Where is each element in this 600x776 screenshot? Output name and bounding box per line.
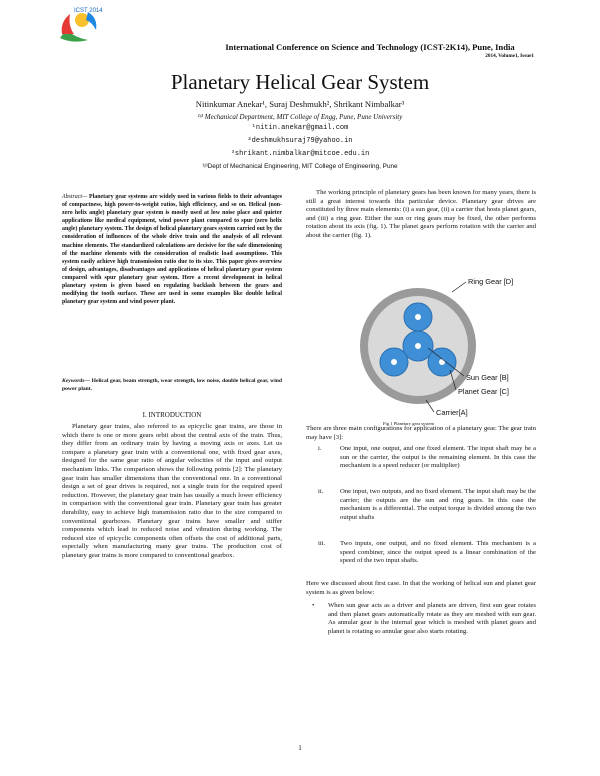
email-2: ²deshmukhsuraj79@yahoo.in (247, 137, 353, 145)
label-ring-gear: Ring Gear [D] (468, 277, 514, 286)
department: ¹ʲ³Dept of Mechanical Engineering, MIT College of Engineering, Pune (202, 163, 398, 170)
bullet-dot: • (312, 602, 315, 609)
page-number: 1 (298, 744, 302, 752)
list-text: One input, one output, and one fixed element. The input shaft may be a sun or the carrier, the output is the remaining element. In this case the mechanism is a speed reducer (or multiplier) (340, 445, 536, 470)
list-number: ii. (318, 488, 324, 495)
bullet-text: When sun gear acts as a driver and planets are driven, first sun gear rotates and then planet gears automatically rotate as they are meshed with sun gear. As annular gear is the internal gear which is meshed with planet gears and planet is rotating so annular gear also starts rotating. (328, 602, 536, 635)
logo-text: ICST 2014 (74, 8, 103, 14)
authors: Nitinkumar Anekar¹, Suraj Deshmukh², Shrikant Nimbalkar³ (195, 99, 405, 109)
figure-caption: Fig 1 Planetary gear system (383, 421, 435, 426)
intro-paragraph: Planetary gear trains, also referred to as epicyclic gear trains, are those in which there is one or more gears orbit about the central axis of the train. Thus, they differ from an ordinary train by having a moving axis or axes. Let us compare a planetary gear train with a conventional one, with fixed gear axes, designed for the same gear ratio of angular velocities of the input and output mechanism links. The comparison shows the following points [2]: The planetary gear train has smaller dimensions than the conventional one. In a conventional design a set of gear drives is required, not a single train for the required speed reduction. However, the planetary gear train has usually a much lower efficiency in comparison with the conventional gear train. Planetary gear train has greater durability, easy to achieve high transmission ratio due to the size compared to conventional gearboxes. Planetary gear trains have smaller and stiffer components which lead to reduced noise and vibration during working. The reduced size of epicyclic components often offsets the cost of additional parts, especially when manufacturing many gear trains. The production cost of planetary gear trains is more compared to conventional gearbox. (62, 423, 282, 559)
keywords (62, 378, 282, 393)
label-planet-gear: Planet Gear [C] (458, 387, 509, 396)
affiliation: ¹ʲ³ Mechanical Department, MIT College of Engg, Pune, Pune University (197, 113, 403, 121)
configurations-intro-paragraph: There are three main configurations for application of a planetary gear. The gear train may have [3]: (306, 425, 536, 441)
label-sun-gear: Sun Gear [B] (466, 373, 509, 382)
working-principle-paragraph: The working principle of planetary gears has been known for many years, there is still a great interest towards this particular device. Planetary gear drives are constituted by three main elements: (i) a sun gear, (ii) a carrier that hosts planet gears, and (iii) a ring gear. Either the sun or ring gears may be fixed, the other performs rotation about its axis (fig. 1). The planet gears perform rotation with the carrier and about the carrier (fig. 1). (306, 189, 536, 239)
volume-info: 2014, Volume1, Issue1 (485, 53, 534, 59)
abstract-label: Abstract— (62, 194, 88, 200)
list-text: Two inputs, one output, and no fixed element. This mechanism is a speed combiner, since the output speed is a linear combination of the speed of the two input shafts. (340, 540, 536, 565)
conference-logo (52, 4, 114, 46)
list-number: i. (318, 445, 322, 452)
email-3: ³shrikant.nimbalkar@mitcoe.edu.in (230, 150, 370, 158)
working-principle-text (306, 189, 536, 241)
conference-header: International Conference on Science and Technology (ICST-2K14), Pune, India (225, 42, 515, 52)
keywords-label: Keywords— (62, 378, 90, 384)
configurations-intro (306, 425, 536, 442)
abstract (62, 193, 282, 306)
section-title-introduction: I. INTRODUCTION (142, 411, 202, 419)
email-1: ¹nitin.anekar@gmail.com (251, 124, 349, 132)
introduction-text (62, 423, 282, 561)
label-carrier: Carrier[A] (436, 408, 468, 417)
first-case-text: Here we discussed about first case. In that the working of helical sun and planet gear system is as given below: (306, 580, 536, 596)
list-text: One input, two outputs, and no fixed element. The input shaft may be the carrier; the outputs are the sun and ring gears. In this case the mechanism is a differential. The output torque is divided among the two output shafts (340, 488, 536, 521)
keywords-text: Helical gear, beam strength, wear strength, low noise, double helical gear, wind power plant. (62, 378, 282, 392)
list-number: iii. (318, 540, 326, 547)
abstract-text: Planetary gear systems are widely used in various fields to their advantages of compactness, high power-to-weight ratios, high efficiency, and so on. Helical (non-zero helix angle) planetary gear system is mostly used at low noise place and quieter applications like medical equipment, wind power plant compared to spur (zero helix angle) planetary system. The design of helical planetary gears system carried out by the consideration of influences of the whole drive train and the analysis of all relevant machine elements. The standardized calculations are decisive for the safe dimensioning of the machine elements with the consideration of realistic load assumptions. This system easily achieve high transmission ratio due to its size. This paper gives overview of design, advantages, disadvantages and applications of helical planetary gear system compared with spur planetary gear system. Here a recent development in helical planetary system is given based on regulating backlash between the gears and modifying the tooth surface. These are used in some examples like double helical planetary gear system and wind power plant. (62, 194, 282, 306)
paper-title: Planetary Helical Gear System (170, 70, 430, 94)
planetary-gear-figure (346, 272, 536, 422)
